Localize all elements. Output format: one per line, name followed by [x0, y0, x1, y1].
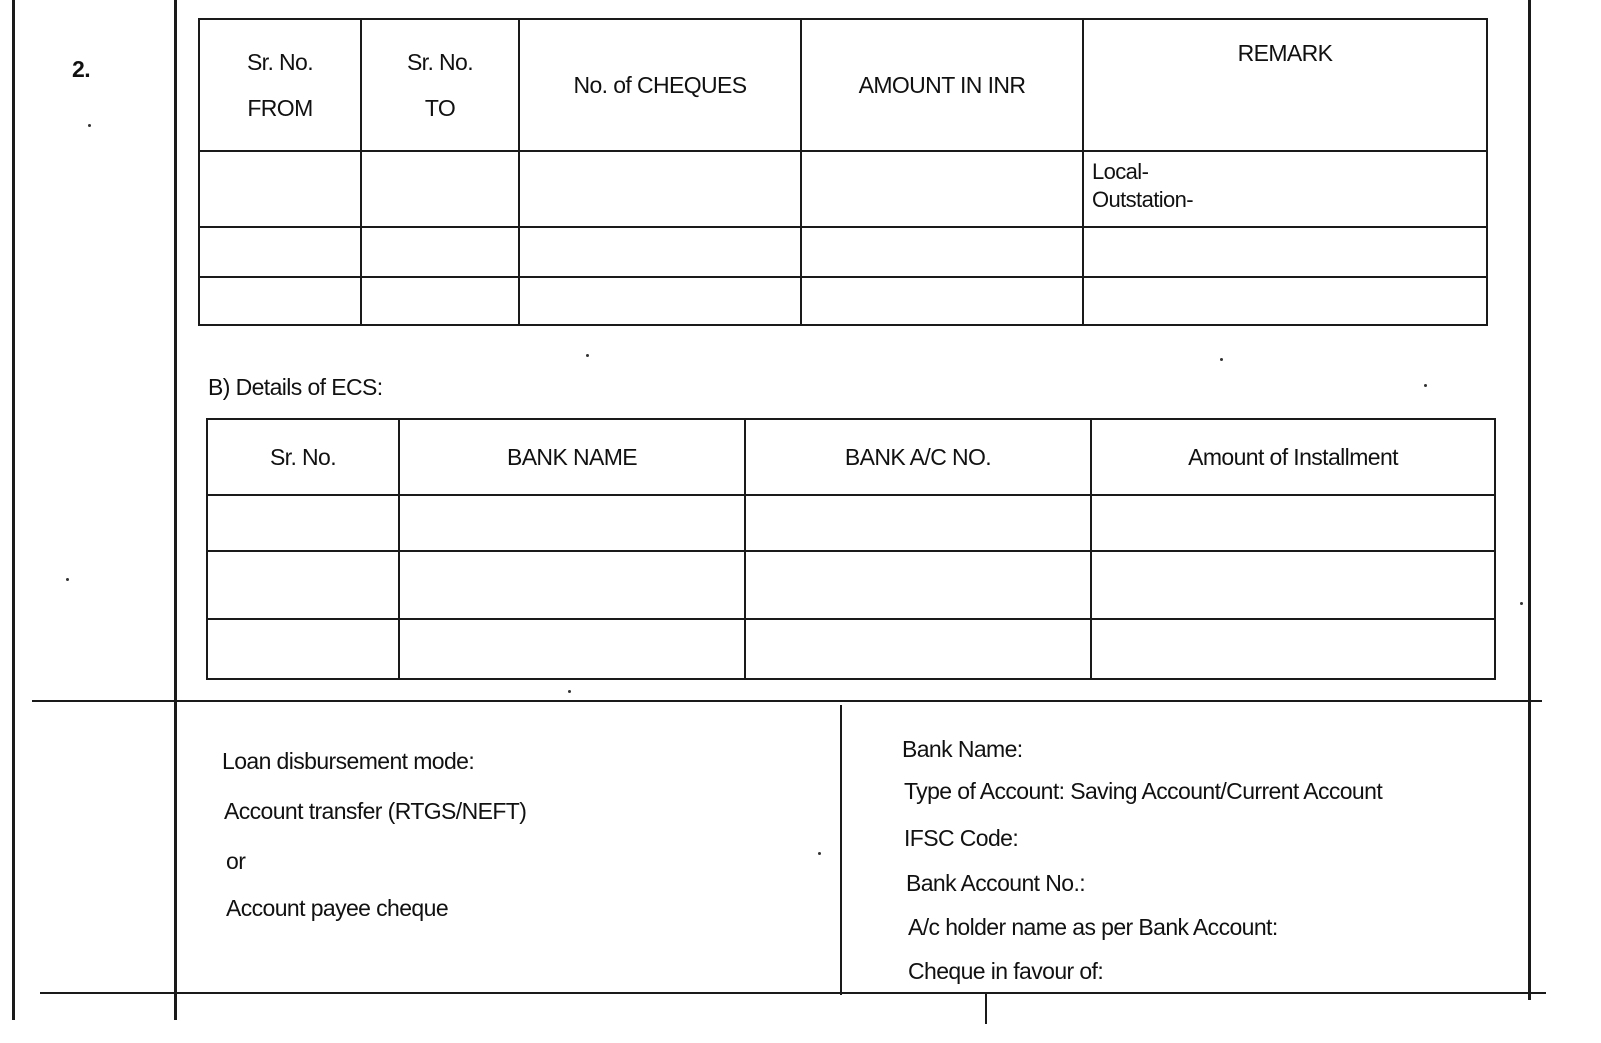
account-type-field: Type of Account: Saving Account/Current Account [904, 778, 1383, 804]
header-remark: REMARK [1083, 19, 1487, 151]
ecs-cell[interactable] [207, 495, 399, 551]
section-number: 2. [72, 56, 90, 82]
cheque-cell[interactable] [519, 151, 801, 227]
ecs-cell[interactable] [207, 619, 399, 679]
cheque-in-favour-field: Cheque in favour of: [908, 958, 1104, 984]
ecs-cell[interactable] [745, 551, 1091, 619]
disbursement-or: or [226, 848, 246, 874]
cheques-row-1 [199, 151, 1487, 227]
header-sr-no-from-line2: FROM [247, 95, 313, 121]
cheques-table [198, 18, 1488, 326]
column-divider [174, 0, 177, 1020]
cheque-cell[interactable] [361, 151, 519, 227]
cheque-cell[interactable] [801, 151, 1083, 227]
cheque-cell[interactable] [801, 227, 1083, 277]
cheque-cell[interactable] [519, 227, 801, 277]
cheque-cell[interactable] [361, 277, 519, 325]
ecs-row-1 [207, 495, 1495, 551]
cheque-cell[interactable] [199, 151, 361, 227]
scan-speck [586, 354, 589, 357]
ecs-cell[interactable] [1091, 619, 1495, 679]
header-sr-no-to-line1: Sr. No. [406, 49, 474, 75]
header-no-of-cheques: No. of CHEQUES [519, 19, 801, 151]
scan-speck [1220, 358, 1223, 361]
scan-speck [568, 690, 571, 693]
scan-speck [88, 124, 91, 127]
disbursement-option-rtgs-neft: Account transfer (RTGS/NEFT) [224, 798, 527, 824]
ecs-cell[interactable] [399, 619, 745, 679]
ac-holder-name-field: A/c holder name as per Bank Account: [908, 914, 1278, 940]
remark-local: Local- [1092, 159, 1149, 184]
cheques-row-2 [199, 227, 1487, 277]
header-sr-no-from [199, 19, 361, 151]
header-sr-no-from-line1: Sr. No. [246, 49, 314, 75]
ecs-cell[interactable] [207, 551, 399, 619]
cheque-cell[interactable] [361, 227, 519, 277]
row-divider [32, 700, 1542, 702]
left-border [12, 0, 15, 1020]
ecs-cell[interactable] [745, 619, 1091, 679]
ecs-cell[interactable] [745, 495, 1091, 551]
ecs-title: B) Details of ECS: [208, 374, 383, 400]
ecs-header-row [207, 419, 1495, 495]
scan-speck [66, 578, 69, 581]
ifsc-code-field: IFSC Code: [904, 825, 1019, 851]
cheques-header-row [199, 19, 1487, 151]
bank-account-no-field: Bank Account No.: [906, 870, 1086, 896]
ecs-row-3 [207, 619, 1495, 679]
scan-speck [1424, 384, 1427, 387]
bank-name-field: Bank Name: [902, 736, 1023, 762]
remark-cell[interactable] [1083, 151, 1487, 227]
cheque-cell[interactable] [1083, 277, 1487, 325]
ecs-row-2 [207, 551, 1495, 619]
ecs-cell[interactable] [399, 495, 745, 551]
header-bank-ac-no: BANK A/C NO. [745, 419, 1091, 495]
ecs-table [206, 418, 1496, 680]
header-sr-no-to-line2: TO [424, 95, 456, 121]
disbursement-label: Loan disbursement mode: [222, 748, 475, 774]
scan-speck [1520, 602, 1523, 605]
ecs-cell[interactable] [1091, 551, 1495, 619]
bottom-cell-divider [985, 994, 987, 1024]
cheque-cell[interactable] [519, 277, 801, 325]
cheque-cell[interactable] [199, 277, 361, 325]
bottom-row-divider [40, 992, 1546, 994]
ecs-cell[interactable] [1091, 495, 1495, 551]
bank-column-divider [840, 705, 842, 995]
header-amount-in-inr: AMOUNT IN INR [801, 19, 1083, 151]
remark-outstation: Outstation- [1092, 187, 1194, 212]
header-amount-of-installment: Amount of Installment [1091, 419, 1495, 495]
header-bank-name: BANK NAME [399, 419, 745, 495]
scan-speck [818, 852, 821, 855]
cheque-cell[interactable] [1083, 227, 1487, 277]
right-border [1528, 0, 1531, 1000]
cheque-cell[interactable] [199, 227, 361, 277]
ecs-cell[interactable] [399, 551, 745, 619]
header-ecs-sr-no: Sr. No. [207, 419, 399, 495]
cheques-row-3 [199, 277, 1487, 325]
disbursement-option-cheque: Account payee cheque [226, 895, 449, 921]
cheque-cell[interactable] [801, 277, 1083, 325]
header-sr-no-to [361, 19, 519, 151]
